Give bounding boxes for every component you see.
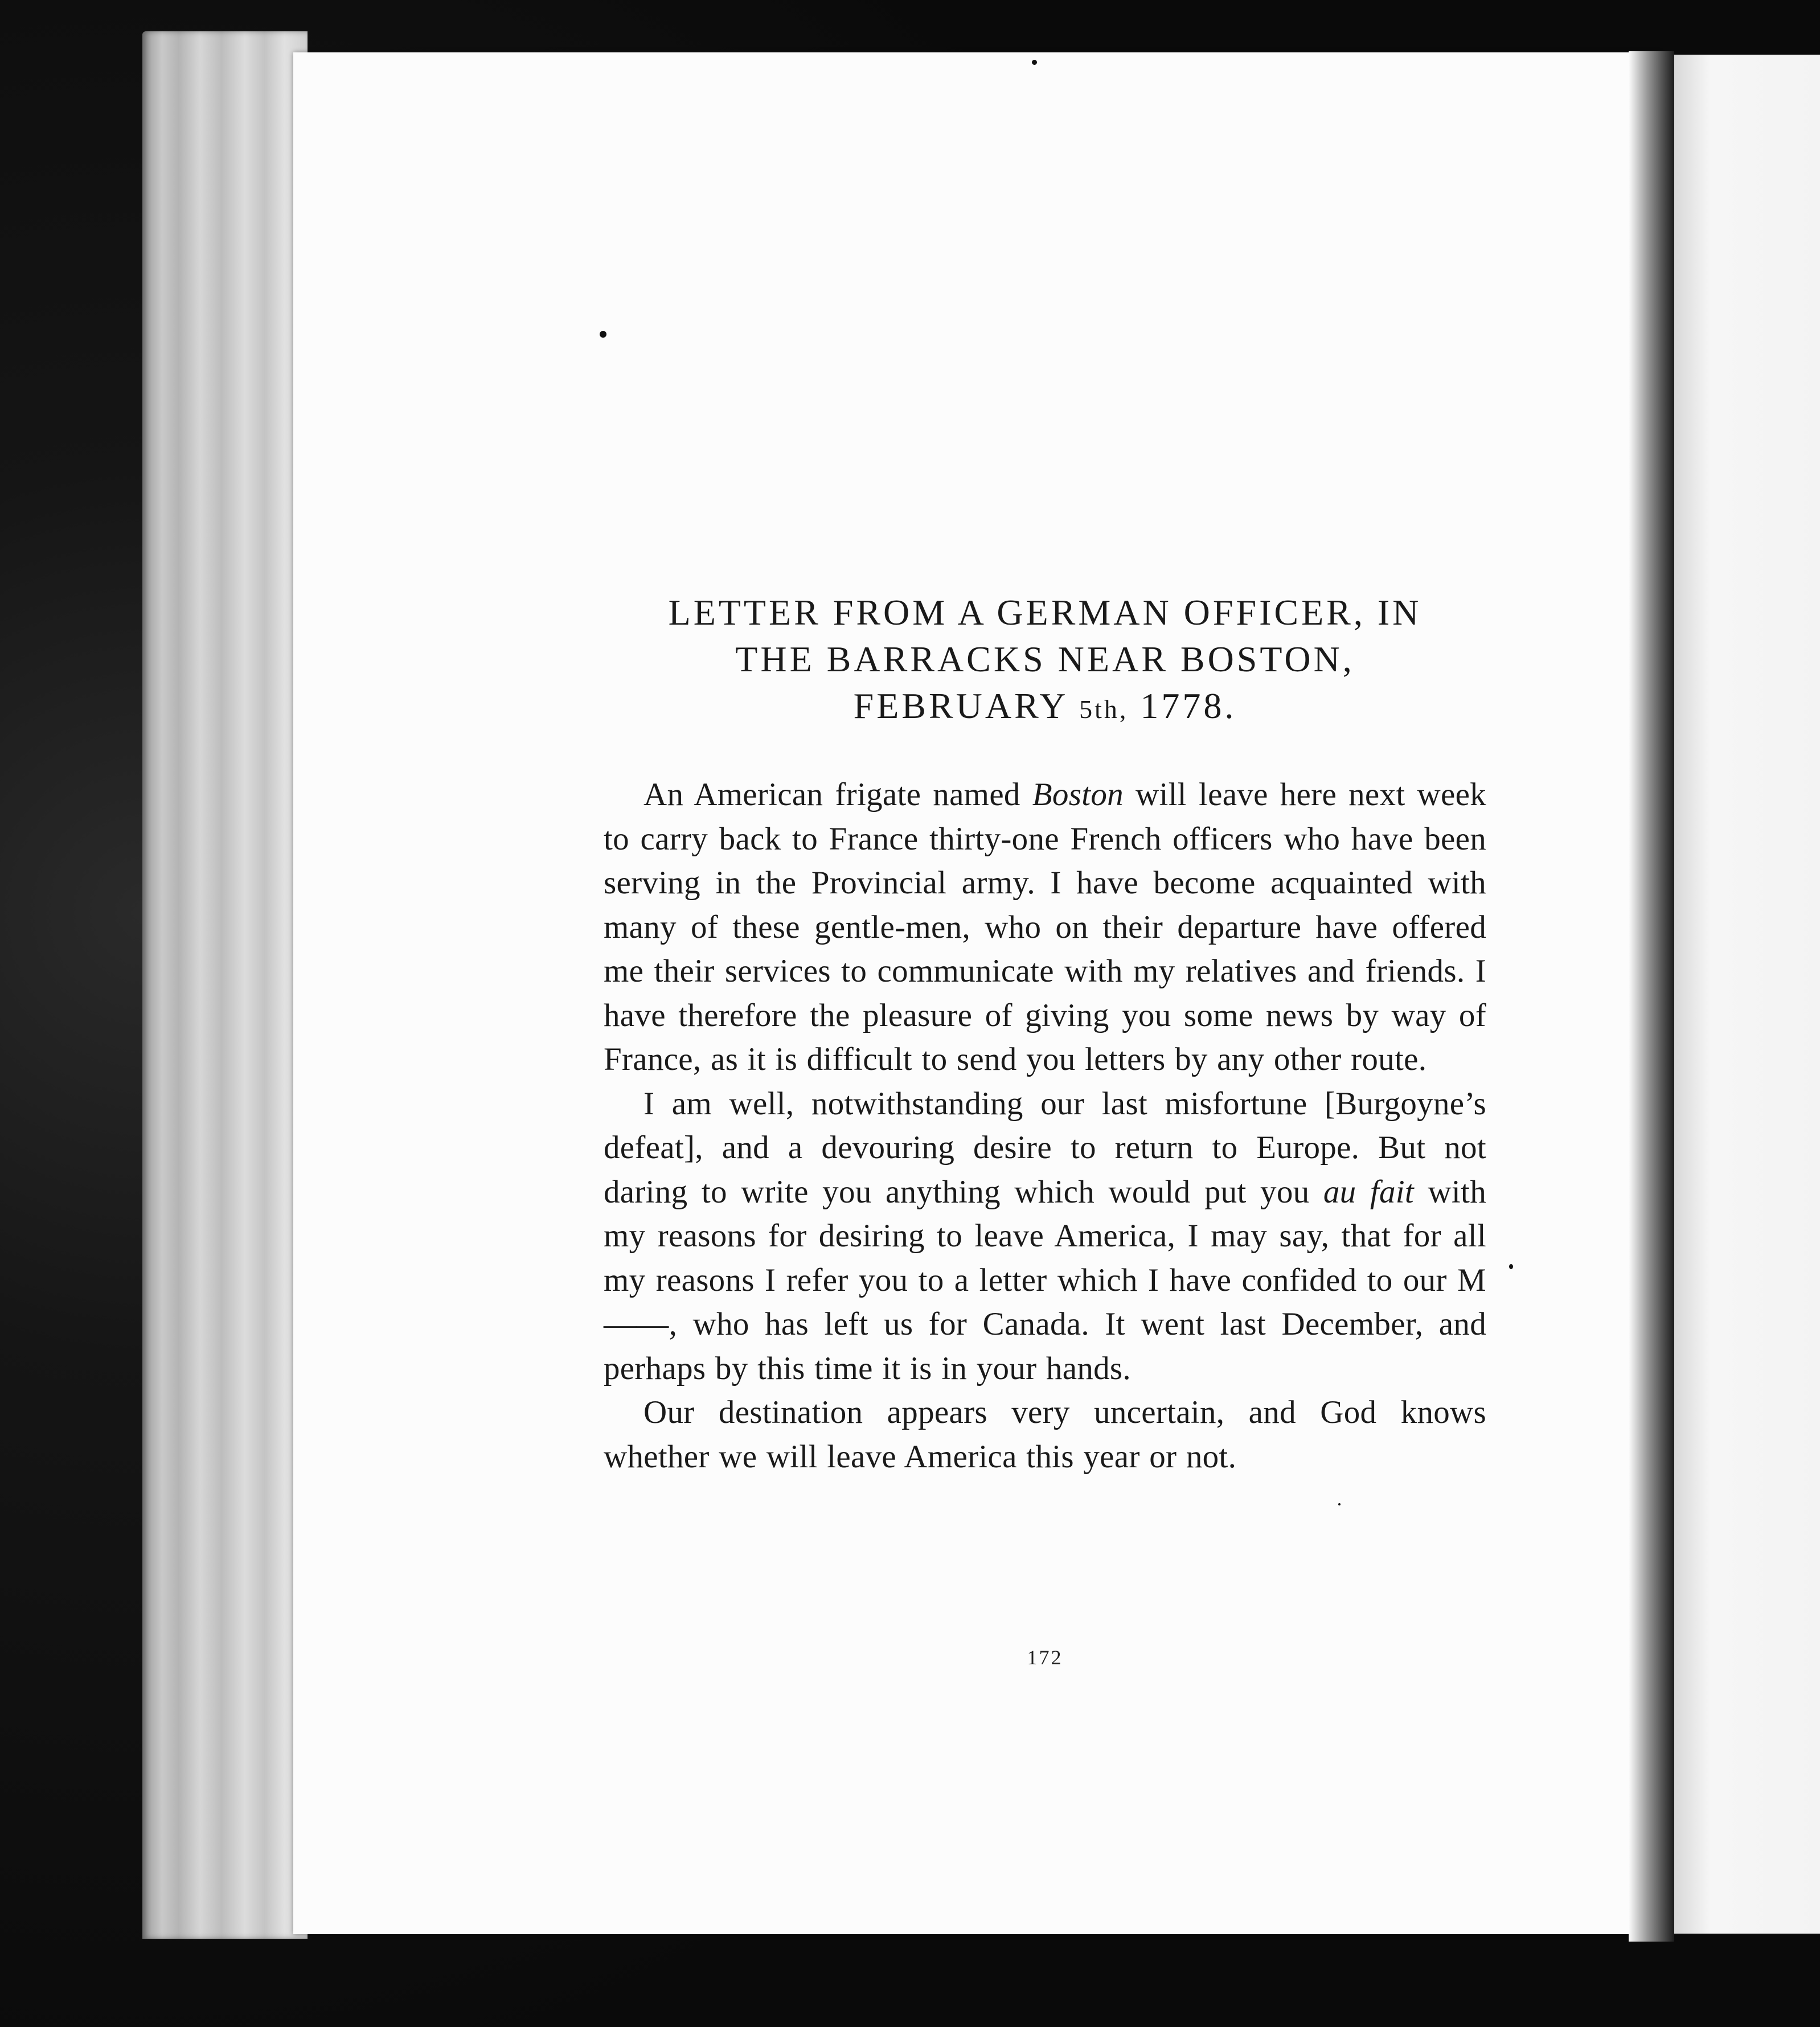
paragraph-2-before: I am well, notwithstanding our last misfortune [Burgoyne’s defeat], and a devouring desire to return to Europe. But not daring to write you anything which would put you — [604, 1085, 1486, 1210]
heading-year: 1778. — [1140, 686, 1237, 726]
letter-text-block — [604, 589, 1486, 1669]
scan-speck — [1338, 1503, 1341, 1505]
paragraph-2-italic: au fait — [1323, 1173, 1415, 1210]
letter-heading — [604, 589, 1486, 733]
paragraph-1-italic: Boston — [1032, 777, 1124, 813]
page-number: 172 — [1027, 1646, 1063, 1669]
paragraph-1 — [604, 773, 1486, 1082]
heading-line-3 — [604, 683, 1486, 733]
heading-month: FEBRUARY — [853, 686, 1068, 726]
heading-day: 5th, — [1079, 695, 1129, 724]
scan-speck — [1509, 1264, 1513, 1269]
paragraph-1-after: will leave here next week to carry back to France thirty-one French officers who have been serving in the Provincial army. I have become acquainted with many of these gentle-men, who on their departure have offered me their services to communicate with my relatives and friends. I have therefore the pleasure of giving you some news by way of France, as it is difficult to send you letters by any other route. — [604, 777, 1486, 1077]
paragraph-1-before: An American frigate named — [643, 777, 1032, 813]
paragraph-2-after: with my reasons for desiring to leave America, I may say, that for all my reasons I refer you to a letter which I have confided to our M——, who has left us for Canada. It went last December, and perhaps by this time it is in your hands. — [604, 1173, 1486, 1386]
heading-line-2: THE BARRACKS NEAR BOSTON, — [735, 639, 1355, 679]
scan-speck — [600, 331, 606, 338]
paragraph-3: Our destination appears very uncertain, and God knows whether we will leave America this year or not. — [604, 1394, 1486, 1475]
book-page-edges — [142, 31, 308, 1939]
facing-page-edge — [1674, 55, 1820, 1934]
paragraph-2 — [604, 1082, 1486, 1391]
book-gutter — [1629, 51, 1674, 1942]
heading-line-1: LETTER FROM A GERMAN OFFICER, IN — [668, 592, 1422, 633]
scan-speck — [1032, 60, 1037, 65]
